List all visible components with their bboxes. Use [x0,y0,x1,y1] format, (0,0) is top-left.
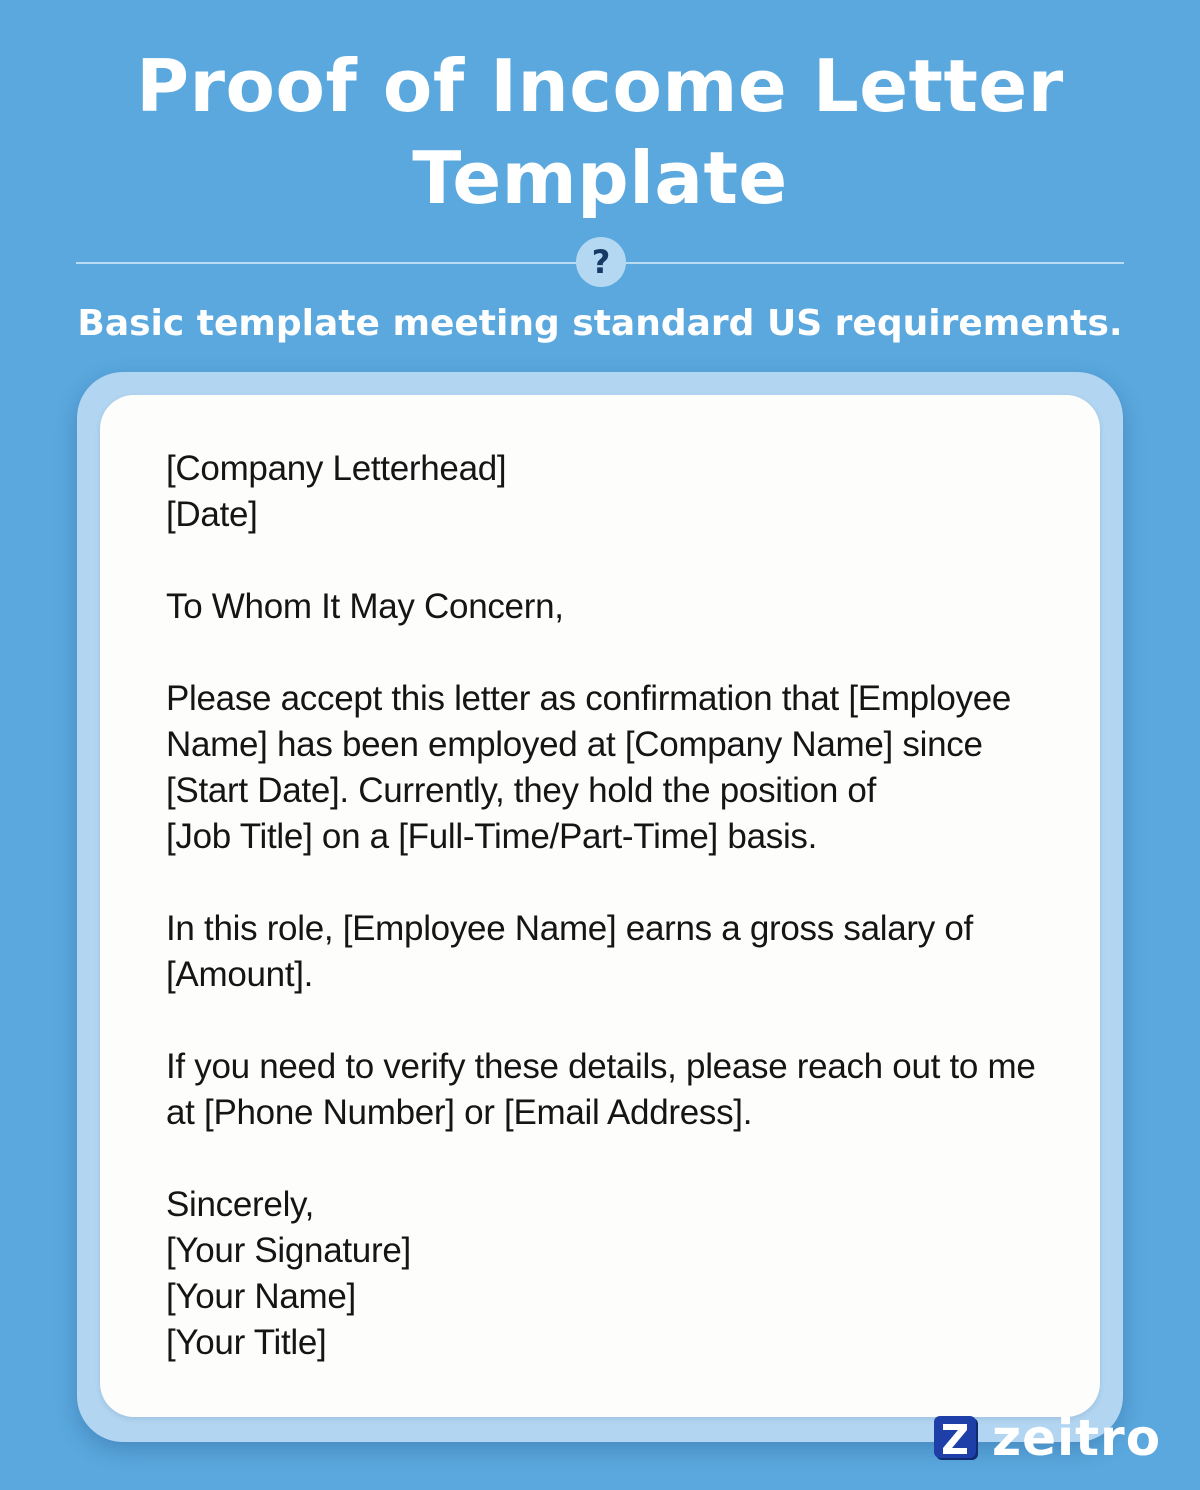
zeitro-logo-icon [934,1414,980,1462]
page-subtitle: Basic template meeting standard US requirements. [77,303,1123,344]
letter-date: [Date] [166,495,258,534]
letter-body [166,446,1066,1366]
question-mark-icon: ? [576,237,626,287]
letter-paragraph-3-line: at [Phone Number] or [Email Address]. [166,1093,753,1132]
letter-paragraph-1-line: Please accept this letter as confirmation that [Employee [166,679,1012,718]
brand-logo [934,1410,1161,1466]
letter-signer-name: [Your Name] [166,1277,356,1316]
letter-letterhead: [Company Letterhead] [166,449,507,488]
page-title [0,40,1200,224]
letter-paragraph-2-line: In this role, [Employee Name] earns a gross salary of [166,909,973,948]
letter-signature: [Your Signature] [166,1231,411,1270]
letter-paragraph-1-line: [Start Date]. Currently, they hold the position of [166,771,877,810]
letter-paragraph-2-line: [Amount]. [166,955,314,994]
letter-paragraph-1-line: Name] has been employed at [Company Name] since [166,725,983,764]
letter-salutation: To Whom It May Concern, [166,587,564,626]
page-title-line-1: Proof of Income Letter [136,44,1064,128]
brand-name: zeitro [992,1409,1162,1467]
letter-paragraph-3-line: If you need to verify these details, please reach out to me [166,1047,1036,1086]
letter-closing: Sincerely, [166,1185,315,1224]
letter-paragraph-1-line: [Job Title] on a [Full-Time/Part-Time] basis. [166,817,818,856]
letter-signer-title: [Your Title] [166,1323,327,1362]
page-title-line-2: Template [412,136,788,220]
